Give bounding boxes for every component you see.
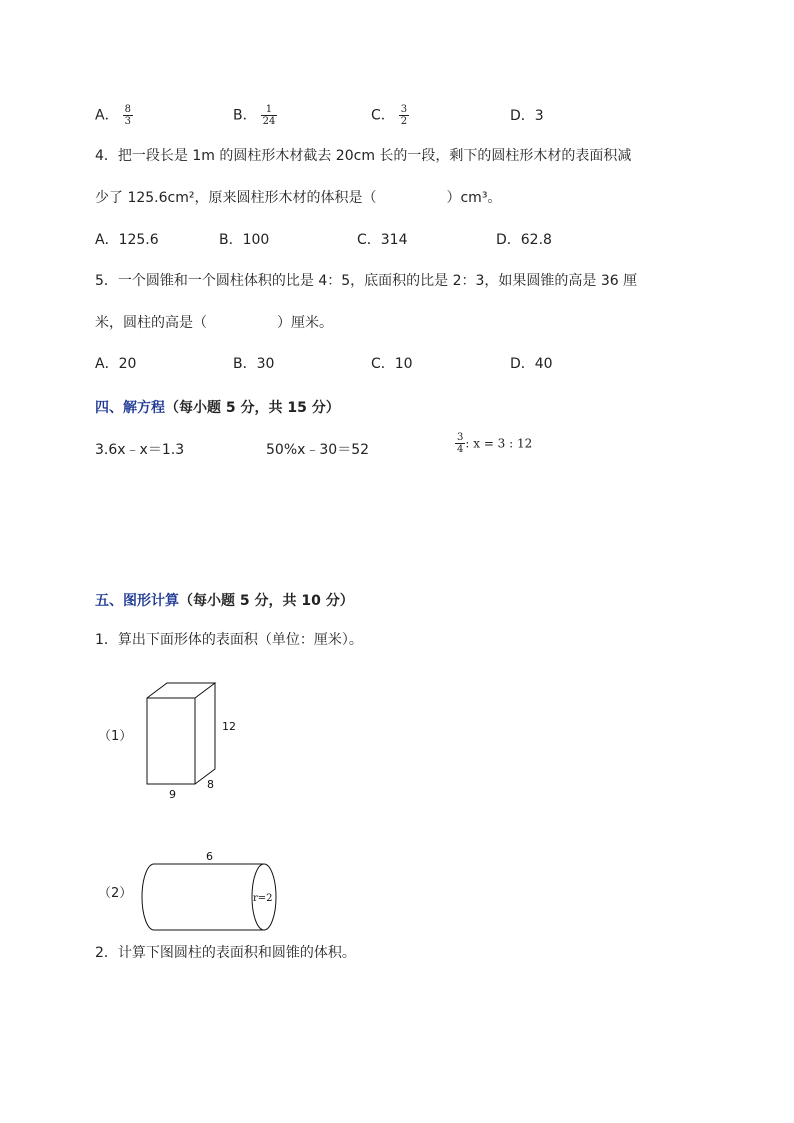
figure-2-label: （2） <box>98 886 133 901</box>
fraction <box>455 432 465 455</box>
q4-option-c: C．314 <box>357 232 408 248</box>
numerator: 1 <box>261 104 278 116</box>
q3-option-a <box>95 104 133 127</box>
cuboid-width-label: 8 <box>207 778 214 791</box>
denominator: 4 <box>457 444 464 455</box>
fraction <box>399 104 409 127</box>
cylinder-radius-label: r=2 <box>253 893 273 904</box>
q5-option-b: B．30 <box>233 356 275 372</box>
q4-option-a: A．125.6 <box>95 232 159 248</box>
q5-option-d: D．40 <box>510 356 553 372</box>
s5-item-1: 1．算出下面形体的表面积（单位：厘米）。 <box>95 632 363 648</box>
denominator: 24 <box>262 116 276 127</box>
q4-line-2 <box>95 188 501 208</box>
option-letter: B． <box>233 107 257 124</box>
section-5-heading <box>95 590 354 610</box>
option-letter: D． <box>510 108 535 124</box>
numerator: 8 <box>124 104 131 115</box>
q4-option-d: D．62.8 <box>496 232 552 248</box>
numerator: 3 <box>400 104 408 115</box>
cuboid-side-edge <box>195 683 215 784</box>
option-value: 3 <box>534 108 544 124</box>
q5-line-2 <box>95 313 333 333</box>
s5-item-2: 2．计算下图圆柱的表面积和圆锥的体积。 <box>95 945 356 961</box>
q5-text-a: 米，圆柱的高是（ <box>95 315 207 331</box>
q5-line-1: 5．一个圆锥和一个圆柱体积的比是 4：5，底面积的比是 2：3，如果圆锥的高是 36 厘 <box>95 273 638 289</box>
option-letter: A． <box>95 107 119 124</box>
equation-2: 50%x﹣30＝52 <box>266 442 370 458</box>
q5-text-b: ）厘米。 <box>277 315 333 331</box>
cuboid-length-label: 9 <box>169 788 176 801</box>
equation-3 <box>455 432 532 455</box>
section-note: （每小题 5 分，共 10 分） <box>179 593 354 609</box>
fraction <box>261 104 278 127</box>
q4-line-1: 4．把一段长是 1m 的圆柱形木材截去 20cm 长的一段，剩下的圆柱形木材的表面积减 <box>95 148 632 164</box>
fraction <box>123 104 133 127</box>
cylinder-left-end <box>142 864 154 930</box>
cylinder-figure <box>134 846 284 932</box>
denominator: 3 <box>124 116 131 127</box>
option-letter: C． <box>371 107 395 124</box>
denominator: 2 <box>400 116 408 127</box>
section-4-heading <box>95 397 340 417</box>
cuboid-figure <box>140 678 250 804</box>
cuboid-front-face <box>147 698 195 784</box>
q5-option-c: C．10 <box>371 356 413 372</box>
q4-text-a: 少了 125.6cm²，原来圆柱形木材的体积是（ <box>95 190 377 206</box>
section-title: 五、图形计算 <box>95 593 179 609</box>
cuboid-height-label: 12 <box>222 720 236 733</box>
cuboid-top-face <box>147 683 215 698</box>
section-note: （每小题 5 分，共 15 分） <box>165 400 340 416</box>
q3-option-d <box>510 107 544 125</box>
numerator: 3 <box>457 432 464 443</box>
figure-1-label: （1） <box>98 729 133 744</box>
equation-rest: : x = 3 : 12 <box>465 436 533 451</box>
cylinder-length-label: 6 <box>206 850 213 863</box>
section-title: 四、解方程 <box>95 400 165 416</box>
q4-option-b: B．100 <box>219 232 270 248</box>
equation-1: 3.6x﹣x＝1.3 <box>95 442 185 458</box>
q4-text-b: ）cm³。 <box>446 190 502 206</box>
q5-option-a: A．20 <box>95 356 137 372</box>
q3-option-c <box>371 104 409 127</box>
q3-option-b <box>233 104 277 127</box>
